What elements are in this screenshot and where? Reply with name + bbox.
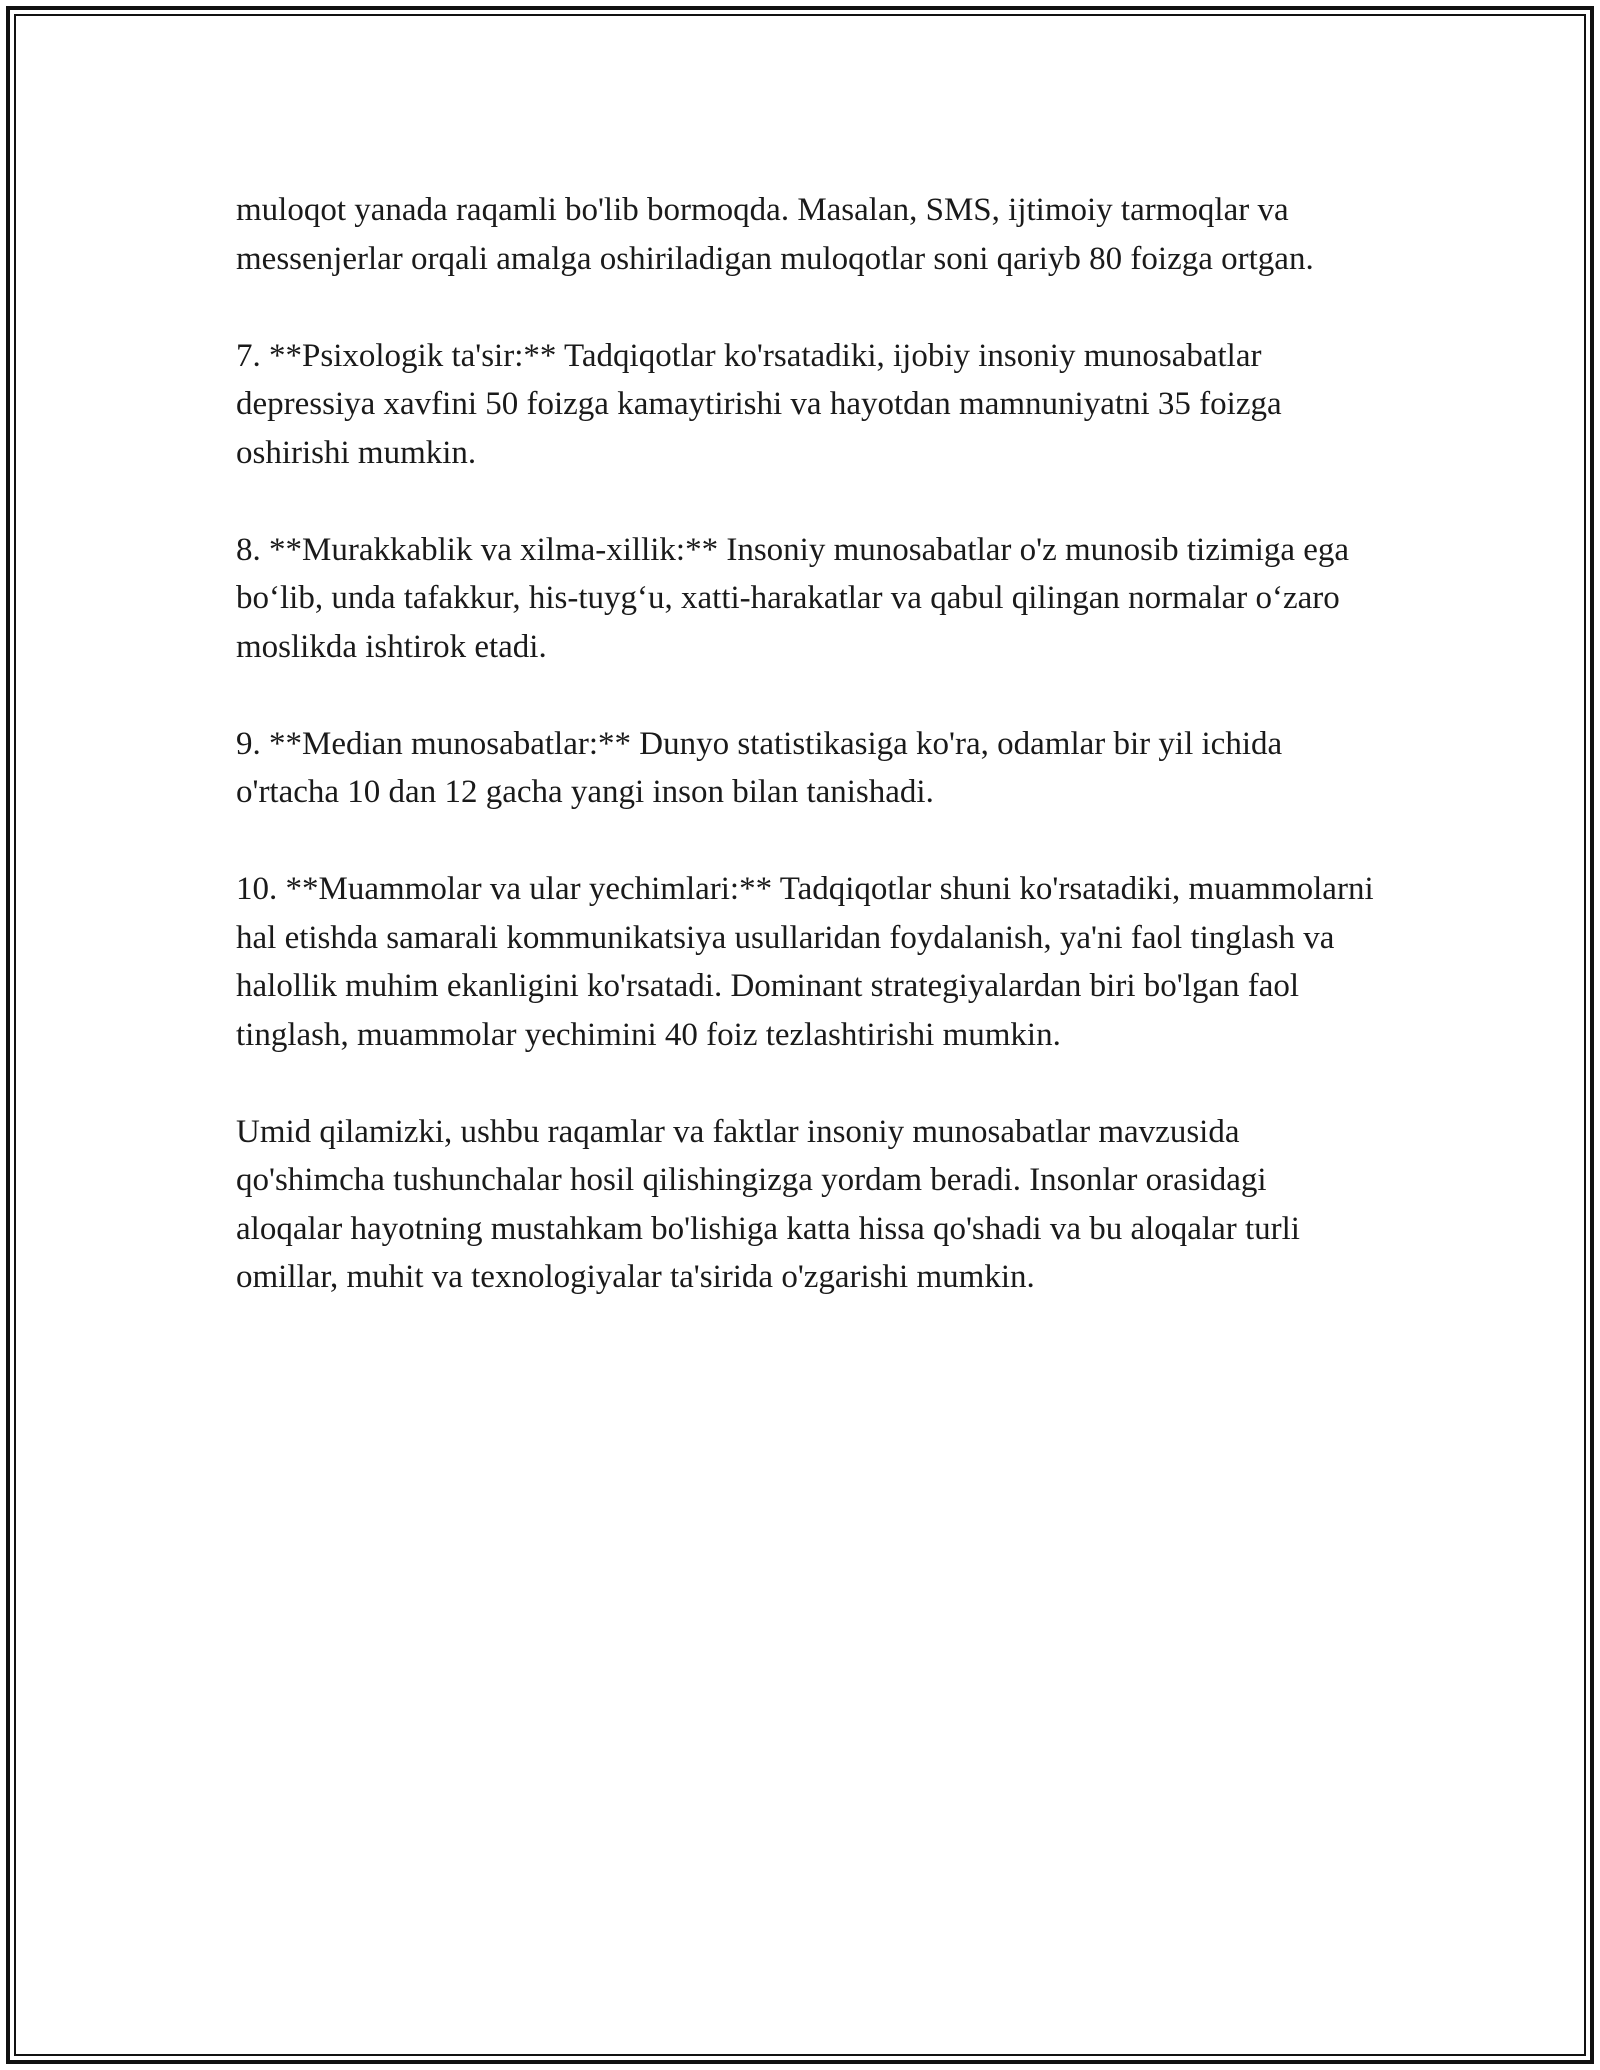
document-body xyxy=(236,186,1376,1350)
paragraph-digital-communication: muloqot yanada raqamli bo'lib bormoqda. Masalan, SMS, ijtimoiy tarmoqlar va messenjerlar orqali amalga oshiriladigan muloqotlar soni qariyb 80 foizga ortgan. xyxy=(236,192,1314,277)
paragraph-conclusion: Umid qilamizki, ushbu raqamlar va faktlar insoniy munosabatlar mavzusida qo'shimcha tushunchalar hosil qilishingizga yordam beradi. Insonlar orasidagi aloqalar hayotning mustahkam bo'lishiga katta hissa qo'shadi va bu aloqalar turli omillar, muhit va texnologiyalar ta'sirida o'zgarishi mumkin. xyxy=(236,1113,1300,1295)
paragraph-item-7-psychological-impact: 7. **Psixologik ta'sir:** Tadqiqotlar ko'rsatadiki, ijobiy insoniy munosabatlar depressiya xavfini 50 foizga kamaytirishi va hayotdan mamnuniyatni 35 foizga oshirishi mumkin. xyxy=(236,337,1282,471)
paragraph-item-10-problems-solutions: 10. **Muammolar va ular yechimlari:** Tadqiqotlar shuni ko'rsatadiki, muammolarni hal etishda samarali kommunikatsiya usullaridan foydalanish, ya'ni faol tinglash va halollik muhim ekanligini ko'rsatadi. Dominant strategiyalardan biri bo'lgan faol tinglash, muammolar yechimini 40 foiz tezlashtirishi mumkin. xyxy=(236,871,1374,1053)
paragraph-item-9-median-relationships: 9. **Median munosabatlar:** Dunyo statistikasiga ko'ra, odamlar bir yil ichida o'rtacha 10 dan 12 gacha yangi inson bilan tanishadi. xyxy=(236,725,1283,810)
paragraph-item-8-complexity: 8. **Murakkablik va xilma-xillik:** Insoniy munosabatlar o'z munosib tizimiga ega bo‘lib, unda tafakkur, his-tuyg‘u, xatti-harakatlar va qabul qilingan normalar o‘zaro moslikda ishtirok etadi. xyxy=(236,531,1350,665)
